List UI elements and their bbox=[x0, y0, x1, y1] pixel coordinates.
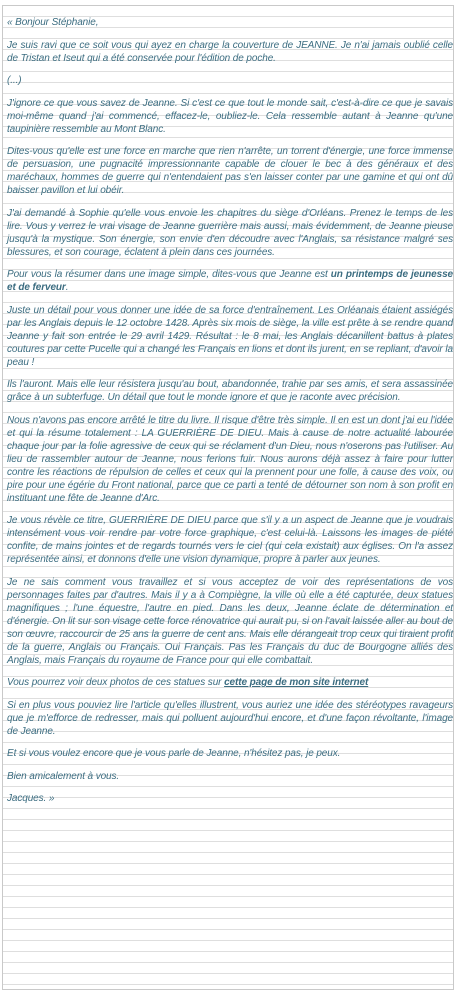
paragraph-guerriere: Je vous révèle ce titre, GUERRIÈRE DE DIEU parce que s'il y a un aspect de Jeanne que je voudrais intensément vous voir rendre par votre force graphique, c'est celui-là. Laissons les images de piété confite, de mains jointes et de regards tournés vers le ciel (qui cela existait) aux églises. On l'a assez représentée ainsi, et donnons d'elle une vision dynamique, propre à parler aux jeunes. bbox=[7, 515, 453, 565]
paragraph-detail: Juste un détail pour vous donner une idée de sa force d'entraînement. Les Orléanais étaient assiégés par les Anglais depuis le 12 octobre 1428. Après six mois de siège, la ville est prête à se rendre quand Jeanne y fait son entrée le 29 avril 1429. Résultat : le 8 mai, les Anglais décanillent battus à plates coutures par cette Pucelle qui a changé les Français en lions et dont ils jurent, en se repliant, d'avoir la peau ! bbox=[7, 304, 453, 368]
printemps-phrase: un printemps de jeunesse et de ferveur bbox=[7, 269, 454, 293]
signature: Jacques. » bbox=[7, 793, 55, 804]
paragraph-compiegne: Je ne sais comment vous travaillez et si vous acceptez de voir des représentations de vos personnages faites par d'autres. Mais il y a à Compiègne, la ville où elle a été capturée, deux statues magnifiques ; l'une équestre, l'autre en pied. Dans les deux, Jeanne éclate de détermination et d'énergie. On lit sur son visage cette force rénovatrice qui aurait pu, si on l'avait laissée aller au bout de son œuvre, raccourcir de 25 ans la guerre de cent ans. Mais elle dérangeait trop ceux qui tiraient profit de la guerre, Anglais ou Français. Oui Français. Pas les Français du duc de Bourgogne alliés des Anglais, mais Français du royaume de France pour qui elle combattait. bbox=[7, 576, 453, 666]
paragraph-orleans: J'ai demandé à Sophie qu'elle vous envoie les chapitres du siège d'Orléans. Prenez le temps de les lire. Vous y verrez le vrai visage de Jeanne guerrière mais aussi, mais évidemment, de Jeanne pieuse jusqu'à la mystique. Son énergie, son envie d'en découdre avec l'Anglais, sa résistance malgré ses blessures, et son courage, éclatent à plein dans ces journées. bbox=[7, 207, 453, 258]
paragraph-encore: Et si vous voulez encore que je vous parle de Jeanne, n'hésitez pas, je peux. bbox=[7, 748, 341, 759]
paragraph-image-simple bbox=[7, 268, 453, 294]
paragraph-image-simple-end: . bbox=[65, 282, 69, 293]
ellipsis: (...) bbox=[7, 75, 22, 86]
letter-body bbox=[7, 16, 453, 815]
paragraph-force: Dites-vous qu'elle est une force en marche que rien n'arrête, un torrent d'énergie, une force immense de persuasion, une pugnacité impressionnante capable de clouer le bec à des généraux et des maréchaux, hommes de guerre qui n'entendaient pas s'en laisser conter par une gamine et qui ont dû baisser pavillon et lui obéir. bbox=[7, 146, 453, 196]
paragraph-ignore: J'ignore ce que vous savez de Jeanne. Si c'est ce que tout le monde sait, c'est-à-dire ce que je savais moi-même quand j'ai commencé, effacez-le, oubliez-le. Cela ressemble autant à Jeanne qu'une taupinière ressemble au Mont Blanc. bbox=[7, 97, 453, 135]
paragraph-article: Si en plus vous pouviez lire l'article qu'elles illustrent, vous auriez une idée des stéréotypes ravageurs que je m'efforce de redresser, mais qui polluent aujourd'hui encore, et d'une façon révoltante, l'image de Jeanne. bbox=[7, 699, 453, 737]
closing: Bien amicalement à vous. bbox=[7, 770, 120, 782]
paragraph-photos-text: Vous pourrez voir deux photos de ces statues sur bbox=[7, 677, 225, 688]
paragraph-photos bbox=[7, 676, 453, 689]
greeting: « Bonjour Stéphanie, bbox=[7, 17, 99, 28]
paragraph-image-simple-text: Pour vous la résumer dans une image simple, dites-vous que Jeanne est bbox=[7, 269, 331, 280]
site-page-link[interactable]: cette page de mon site internet bbox=[224, 677, 369, 688]
paragraph-couverture: Je suis ravi que ce soit vous qui ayez en charge la couverture de JEANNE. Je n'ai jamais oublié celle de Tristan et Iseut qui a été conservée pour l'édition de poche. bbox=[7, 39, 453, 64]
letter-panel bbox=[2, 5, 454, 990]
paragraph-auront: Ils l'auront. Mais elle leur résistera jusqu'au bout, abandonnée, trahie par ses amis, et sera assassinée grâce à un subterfuge. Un détail que tout le monde ignore et que je raconte avec précision. bbox=[7, 379, 453, 403]
paragraph-titre: Nous n'avons pas encore arrêté le titre du livre. Il risque d'être très simple. Il en est un dont j'ai eu l'idée et qui la résume totalement : LA GUERRIÈRE DE DIEU. Mais à cause de notre actualité labourée chaque jour par la folie agressive de ceux qui se réclament d'un Dieu, nous n'oserons pas l'utiliser. Au lieu de rassembler autour de Jeanne, nous ferions fuir. Nous aurons déjà assez à faire pour lutter contre les réactions de répulsion de celles et ceux qui la prennent pour une folle, à cause des voix, ou pire pour une égérie du Front national, parce que ce parti a tenté de détourner son nom à son profit en instituant une fête de Jeanne d'Arc. bbox=[7, 414, 453, 504]
